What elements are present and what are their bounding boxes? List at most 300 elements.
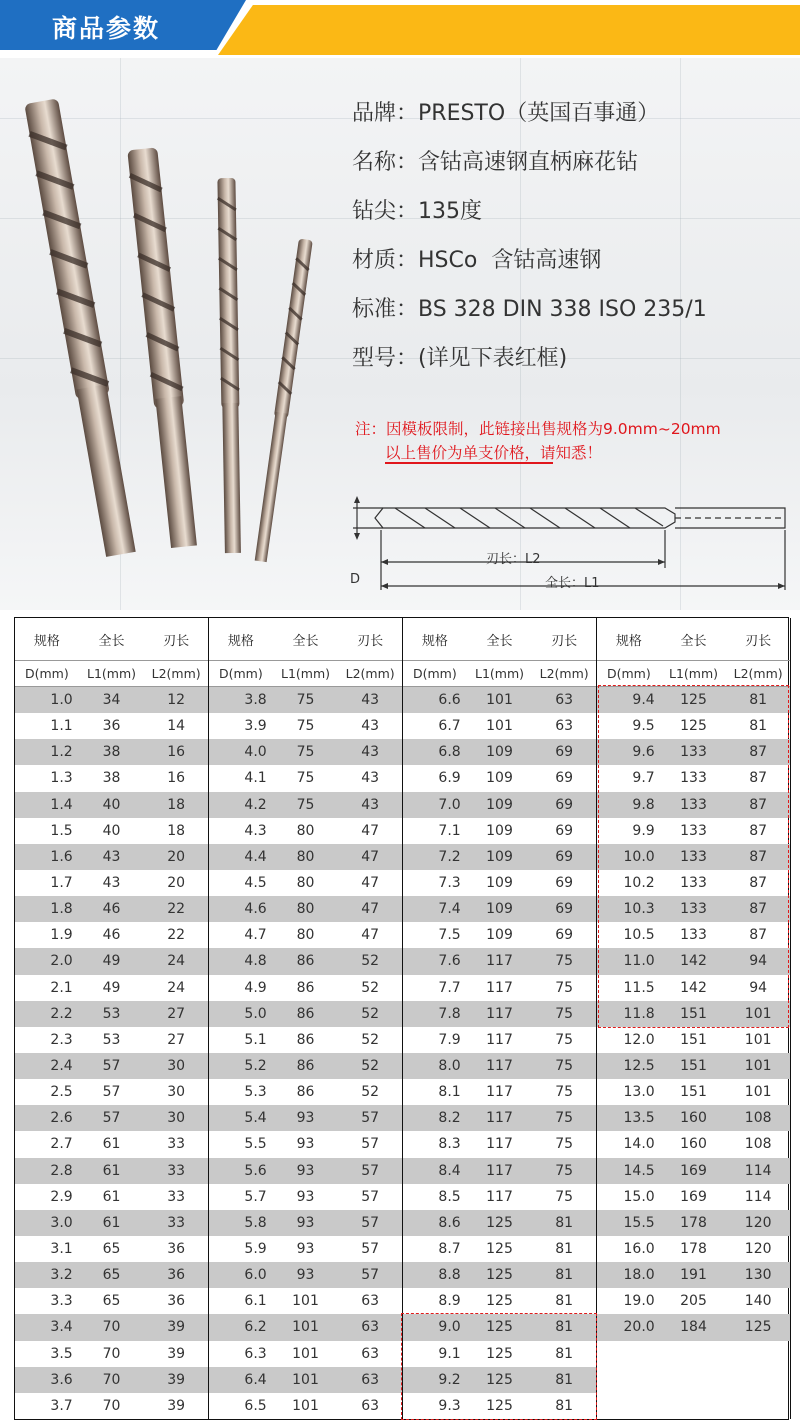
table-cell: 2.0 [50, 953, 73, 970]
table-row [209, 739, 402, 765]
table-row [597, 948, 790, 974]
table-row [15, 1158, 208, 1184]
table-row [15, 1393, 208, 1419]
table-row [597, 1262, 790, 1288]
table-cell: 117 [486, 1058, 513, 1075]
table-row [209, 1131, 402, 1157]
table-subheader-cell: L2(mm) [733, 666, 783, 681]
table-cell: 7.6 [438, 953, 461, 970]
table-cell: 52 [361, 1005, 380, 1022]
table-cell: 4.8 [244, 953, 267, 970]
table-row [15, 1001, 208, 1027]
table-cell: 101 [292, 1293, 319, 1310]
table-cell: 117 [486, 979, 513, 996]
table-cell: 16.0 [623, 1241, 655, 1258]
table-cell: 2.8 [50, 1162, 73, 1179]
table-row [209, 1367, 402, 1393]
table-cell: 10.5 [623, 927, 655, 944]
table-cell: 40 [102, 796, 121, 813]
table-cell: 57 [102, 1084, 121, 1101]
table-row [15, 1105, 208, 1131]
table-cell: 1.1 [50, 718, 73, 735]
table-cell: 75 [296, 796, 315, 813]
table-cell: 30 [167, 1110, 186, 1127]
table-row [15, 1210, 208, 1236]
table-cell: 117 [486, 1110, 513, 1127]
table-cell: 87 [749, 901, 768, 918]
table-subheader-cell: D(mm) [24, 666, 69, 681]
table-cell: 69 [555, 796, 574, 813]
table-cell: 191 [680, 1267, 707, 1284]
table-row [15, 948, 208, 974]
table-row [403, 1158, 596, 1184]
table-cell: 6.5 [244, 1397, 267, 1414]
table-row [209, 896, 402, 922]
table-cell: 117 [486, 1084, 513, 1101]
table-row [209, 948, 402, 974]
table-cell: 160 [680, 1110, 707, 1127]
table-cell: 75 [555, 1110, 574, 1127]
table-row [597, 792, 790, 818]
table-cell: 93 [296, 1162, 315, 1179]
table-row [15, 818, 208, 844]
table-cell: 93 [296, 1136, 315, 1153]
table-cell: 43 [361, 692, 380, 709]
table-cell: 36 [167, 1267, 186, 1284]
table-subheader-cell: L2(mm) [151, 666, 201, 681]
table-cell: 109 [486, 875, 513, 892]
table-cell: 133 [680, 927, 707, 944]
table-cell: 125 [486, 1319, 513, 1336]
table-cell: 57 [361, 1162, 380, 1179]
table-cell: 87 [749, 822, 768, 839]
table-row [209, 1001, 402, 1027]
table-row [209, 1027, 402, 1053]
table-cell: 7.1 [438, 822, 461, 839]
table-cell: 6.2 [244, 1319, 267, 1336]
table-row [403, 1001, 596, 1027]
table-cell: 14.5 [623, 1162, 655, 1179]
table-cell: 117 [486, 1005, 513, 1022]
table-cell: 70 [102, 1319, 121, 1336]
table-row [403, 870, 596, 896]
table-cell: 125 [680, 718, 707, 735]
spec-name: 名称：含钴高速钢直柄麻花钻 [352, 150, 639, 175]
table-cell: 4.9 [244, 979, 267, 996]
table-cell: 24 [167, 953, 186, 970]
table-row [403, 1131, 596, 1157]
table-cell: 3.0 [50, 1214, 73, 1231]
table-row [597, 844, 790, 870]
table-cell: 16 [167, 744, 186, 761]
table-cell: 5.1 [244, 1031, 267, 1048]
table-cell: 8.5 [438, 1188, 461, 1205]
table-cell: 43 [102, 875, 121, 892]
table-cell: 20.0 [623, 1319, 655, 1336]
table-row [15, 1341, 208, 1367]
table-subheader-cell: L1(mm) [474, 666, 525, 681]
table-row [403, 1027, 596, 1053]
table-cell: 101 [292, 1345, 319, 1362]
table-row [209, 1393, 402, 1419]
table-cell: 52 [361, 1058, 380, 1075]
table-cell: 39 [167, 1397, 186, 1414]
table-row [597, 1288, 790, 1314]
table-cell: 36 [167, 1241, 186, 1258]
table-cell: 101 [744, 1031, 772, 1048]
table-row [15, 739, 208, 765]
table-row [209, 1262, 402, 1288]
table-cell: 125 [486, 1371, 513, 1388]
table-cell: 6.6 [438, 692, 461, 709]
table-row [209, 1341, 402, 1367]
table-cell: 133 [680, 822, 707, 839]
table-cell: 108 [744, 1110, 772, 1127]
table-subheader-row [15, 660, 208, 687]
table-header-cell: 规格 [227, 633, 254, 649]
table-cell: 52 [361, 1084, 380, 1101]
table-cell: 3.7 [50, 1397, 73, 1414]
table-row [597, 1158, 790, 1184]
table-row [597, 896, 790, 922]
table-cell: 133 [680, 901, 707, 918]
table-cell: 133 [680, 875, 707, 892]
table-row [597, 922, 790, 948]
table-subheader-cell: D(mm) [412, 666, 457, 681]
table-column-group [403, 618, 597, 1419]
table-cell: 94 [749, 953, 768, 970]
table-cell: 117 [486, 1136, 513, 1153]
table-cell: 47 [361, 848, 380, 865]
table-row [209, 1053, 402, 1079]
table-row [403, 1053, 596, 1079]
table-cell: 7.0 [438, 796, 461, 813]
table-cell: 86 [296, 953, 315, 970]
table-header-cell: 全长 [486, 633, 513, 649]
table-cell: 117 [486, 1031, 513, 1048]
table-cell: 184 [680, 1319, 707, 1336]
table-cell: 10.2 [623, 875, 655, 892]
table-row [597, 1001, 790, 1027]
table-row [403, 713, 596, 739]
table-row [597, 818, 790, 844]
table-cell: 65 [102, 1293, 121, 1310]
table-row [209, 1105, 402, 1131]
table-cell: 9.1 [438, 1345, 461, 1362]
table-header-cell: 全长 [292, 633, 319, 649]
table-cell: 87 [749, 744, 768, 761]
drill-bits-image [20, 88, 340, 568]
table-cell: 75 [296, 692, 315, 709]
table-cell: 133 [680, 848, 707, 865]
table-cell: 1.8 [50, 901, 73, 918]
table-cell: 87 [749, 848, 768, 865]
table-subheader-row [403, 660, 596, 687]
table-cell: 57 [361, 1188, 380, 1205]
table-row [403, 1105, 596, 1131]
table-cell: 4.1 [244, 770, 267, 787]
table-cell: 47 [361, 927, 380, 944]
table-cell: 125 [486, 1214, 513, 1231]
table-cell: 9.9 [632, 822, 655, 839]
table-cell: 80 [296, 875, 315, 892]
table-cell: 7.9 [438, 1031, 461, 1048]
table-cell: 169 [680, 1162, 707, 1179]
note-line-1: 注：因模板限制，此链接出售规格为9.0mm~20mm [355, 420, 721, 438]
table-cell: 69 [555, 927, 574, 944]
table-cell: 63 [361, 1371, 380, 1388]
table-cell: 4.6 [244, 901, 267, 918]
table-cell: 16 [167, 770, 186, 787]
table-cell: 1.3 [50, 770, 73, 787]
table-row [15, 1236, 208, 1262]
table-row [597, 1367, 790, 1393]
table-cell: 93 [296, 1188, 315, 1205]
table-cell: 109 [486, 848, 513, 865]
table-cell: 205 [680, 1293, 707, 1310]
table-cell: 101 [744, 1058, 772, 1075]
table-cell: 6.4 [244, 1371, 267, 1388]
table-cell: 11.8 [623, 1005, 655, 1022]
table-row [403, 1262, 596, 1288]
table-cell: 5.4 [244, 1110, 267, 1127]
table-cell: 63 [555, 718, 574, 735]
table-cell: 87 [749, 875, 768, 892]
table-subheader-cell: D(mm) [218, 666, 263, 681]
table-cell: 4.2 [244, 796, 267, 813]
table-cell: 49 [102, 953, 121, 970]
table-header-cell: 刃长 [357, 633, 384, 649]
table-cell: 5.6 [244, 1162, 267, 1179]
table-cell: 108 [744, 1136, 772, 1153]
spec-standard: 标准：BS 328 DIN 338 ISO 235/1 [352, 297, 707, 322]
table-cell: 38 [102, 770, 121, 787]
table-cell: 10.3 [623, 901, 655, 918]
table-row [403, 1367, 596, 1393]
table-cell: 81 [555, 1267, 574, 1284]
banner-title: 商品参数 [52, 14, 161, 43]
table-cell: 5.8 [244, 1214, 267, 1231]
table-row [597, 1314, 790, 1340]
table-cell: 8.1 [438, 1084, 461, 1101]
table-cell: 69 [555, 901, 574, 918]
table-cell: 81 [555, 1319, 574, 1336]
table-subheader-cell: L1(mm) [280, 666, 331, 681]
table-subheader-cell: L1(mm) [668, 666, 719, 681]
table-cell: 8.8 [438, 1267, 461, 1284]
table-row [15, 844, 208, 870]
table-cell: 69 [555, 875, 574, 892]
table-column-group [209, 618, 403, 1419]
table-cell: 75 [555, 1058, 574, 1075]
table-cell: 14.0 [623, 1136, 655, 1153]
table-row [15, 1288, 208, 1314]
table-cell: 10.0 [623, 848, 655, 865]
table-cell: 69 [555, 848, 574, 865]
table-cell: 5.5 [244, 1136, 267, 1153]
table-row [597, 1184, 790, 1210]
table-cell: 39 [167, 1345, 186, 1362]
table-cell: 86 [296, 1005, 315, 1022]
table-cell: 4.7 [244, 927, 267, 944]
table-cell: 80 [296, 901, 315, 918]
table-cell: 18.0 [623, 1267, 655, 1284]
spec-material: 材质：HSCo 含钴高速钢 [352, 248, 602, 273]
table-cell: 43 [361, 770, 380, 787]
table-row [403, 1236, 596, 1262]
table-cell: 101 [486, 692, 513, 709]
table-row [15, 765, 208, 791]
table-cell: 43 [361, 718, 380, 735]
table-cell: 63 [555, 692, 574, 709]
table-cell: 125 [486, 1293, 513, 1310]
table-row [15, 1053, 208, 1079]
table-cell: 142 [680, 979, 707, 996]
table-cell: 33 [167, 1214, 186, 1231]
table-cell: 101 [744, 1005, 772, 1022]
table-row [209, 1158, 402, 1184]
table-cell: 101 [292, 1397, 319, 1414]
table-subheader-row [209, 660, 402, 687]
table-cell: 109 [486, 796, 513, 813]
table-cell: 18 [167, 822, 186, 839]
table-cell: 63 [361, 1345, 380, 1362]
table-row [209, 713, 402, 739]
table-row [209, 792, 402, 818]
table-header-cell: 规格 [615, 633, 642, 649]
table-row [597, 1053, 790, 1079]
table-cell: 93 [296, 1241, 315, 1258]
table-cell: 9.5 [632, 718, 655, 735]
table-cell: 125 [486, 1241, 513, 1258]
table-cell: 86 [296, 1058, 315, 1075]
table-cell: 109 [486, 744, 513, 761]
table-cell: 69 [555, 770, 574, 787]
table-cell: 61 [102, 1136, 121, 1153]
table-cell: 53 [102, 1031, 121, 1048]
table-row [597, 739, 790, 765]
table-row [403, 1079, 596, 1105]
table-row [15, 713, 208, 739]
table-row [209, 765, 402, 791]
table-cell: 75 [555, 1031, 574, 1048]
table-row [403, 922, 596, 948]
table-cell: 7.7 [438, 979, 461, 996]
table-subheader-row [597, 660, 790, 687]
table-row [403, 1184, 596, 1210]
table-cell: 3.4 [50, 1319, 73, 1336]
table-row [403, 1393, 596, 1419]
table-cell: 81 [555, 1214, 574, 1231]
table-cell: 2.7 [50, 1136, 73, 1153]
table-row [403, 1314, 596, 1340]
table-cell: 4.4 [244, 848, 267, 865]
table-cell: 2.4 [50, 1058, 73, 1075]
table-cell: 57 [361, 1214, 380, 1231]
table-cell: 9.8 [632, 796, 655, 813]
table-cell: 120 [744, 1214, 772, 1231]
table-cell: 8.2 [438, 1110, 461, 1127]
table-row [209, 687, 402, 713]
table-cell: 63 [361, 1319, 380, 1336]
table-cell: 63 [361, 1397, 380, 1414]
table-cell: 5.7 [244, 1188, 267, 1205]
table-cell: 125 [744, 1319, 772, 1336]
table-cell: 75 [555, 1136, 574, 1153]
table-cell: 140 [744, 1293, 772, 1310]
table-cell: 33 [167, 1188, 186, 1205]
table-cell: 6.0 [244, 1267, 267, 1284]
table-cell: 6.7 [438, 718, 461, 735]
table-header-row [597, 618, 790, 660]
table-cell: 117 [486, 1188, 513, 1205]
table-cell: 52 [361, 1031, 380, 1048]
table-cell: 160 [680, 1136, 707, 1153]
table-cell: 53 [102, 1005, 121, 1022]
table-cell: 75 [296, 770, 315, 787]
table-row [15, 975, 208, 1001]
table-cell: 43 [102, 848, 121, 865]
table-cell: 43 [361, 796, 380, 813]
table-cell: 87 [749, 796, 768, 813]
table-cell: 133 [680, 744, 707, 761]
table-cell: 75 [555, 953, 574, 970]
table-cell: 109 [486, 901, 513, 918]
table-cell: 178 [680, 1214, 707, 1231]
table-row [403, 687, 596, 713]
table-row [403, 739, 596, 765]
table-subheader-cell: L2(mm) [539, 666, 589, 681]
table-cell: 7.5 [438, 927, 461, 944]
table-cell: 22 [167, 927, 186, 944]
table-cell: 133 [680, 770, 707, 787]
table-row [15, 1131, 208, 1157]
table-cell: 101 [292, 1371, 319, 1388]
table-cell: 87 [749, 770, 768, 787]
table-row [15, 896, 208, 922]
table-cell: 46 [102, 927, 121, 944]
spec-table [14, 617, 789, 1420]
table-cell: 101 [744, 1084, 772, 1101]
table-cell: 69 [555, 744, 574, 761]
table-cell: 13.5 [623, 1110, 655, 1127]
table-cell: 13.0 [623, 1084, 655, 1101]
table-row [403, 1288, 596, 1314]
table-cell: 12.5 [623, 1058, 655, 1075]
table-cell: 75 [555, 1162, 574, 1179]
table-cell: 61 [102, 1188, 121, 1205]
table-cell: 20 [167, 875, 186, 892]
table-cell: 151 [680, 1005, 707, 1022]
table-row [15, 922, 208, 948]
table-cell: 8.6 [438, 1214, 461, 1231]
table-row [209, 975, 402, 1001]
table-cell: 94 [749, 979, 768, 996]
table-cell: 7.3 [438, 875, 461, 892]
table-cell: 43 [361, 744, 380, 761]
table-cell: 93 [296, 1110, 315, 1127]
table-cell: 81 [555, 1241, 574, 1258]
table-cell: 86 [296, 1031, 315, 1048]
table-row [597, 765, 790, 791]
table-cell: 86 [296, 1084, 315, 1101]
table-cell: 5.0 [244, 1005, 267, 1022]
table-row [209, 922, 402, 948]
table-cell: 22 [167, 901, 186, 918]
table-cell: 2.3 [50, 1031, 73, 1048]
table-row [15, 1027, 208, 1053]
table-row [15, 1262, 208, 1288]
